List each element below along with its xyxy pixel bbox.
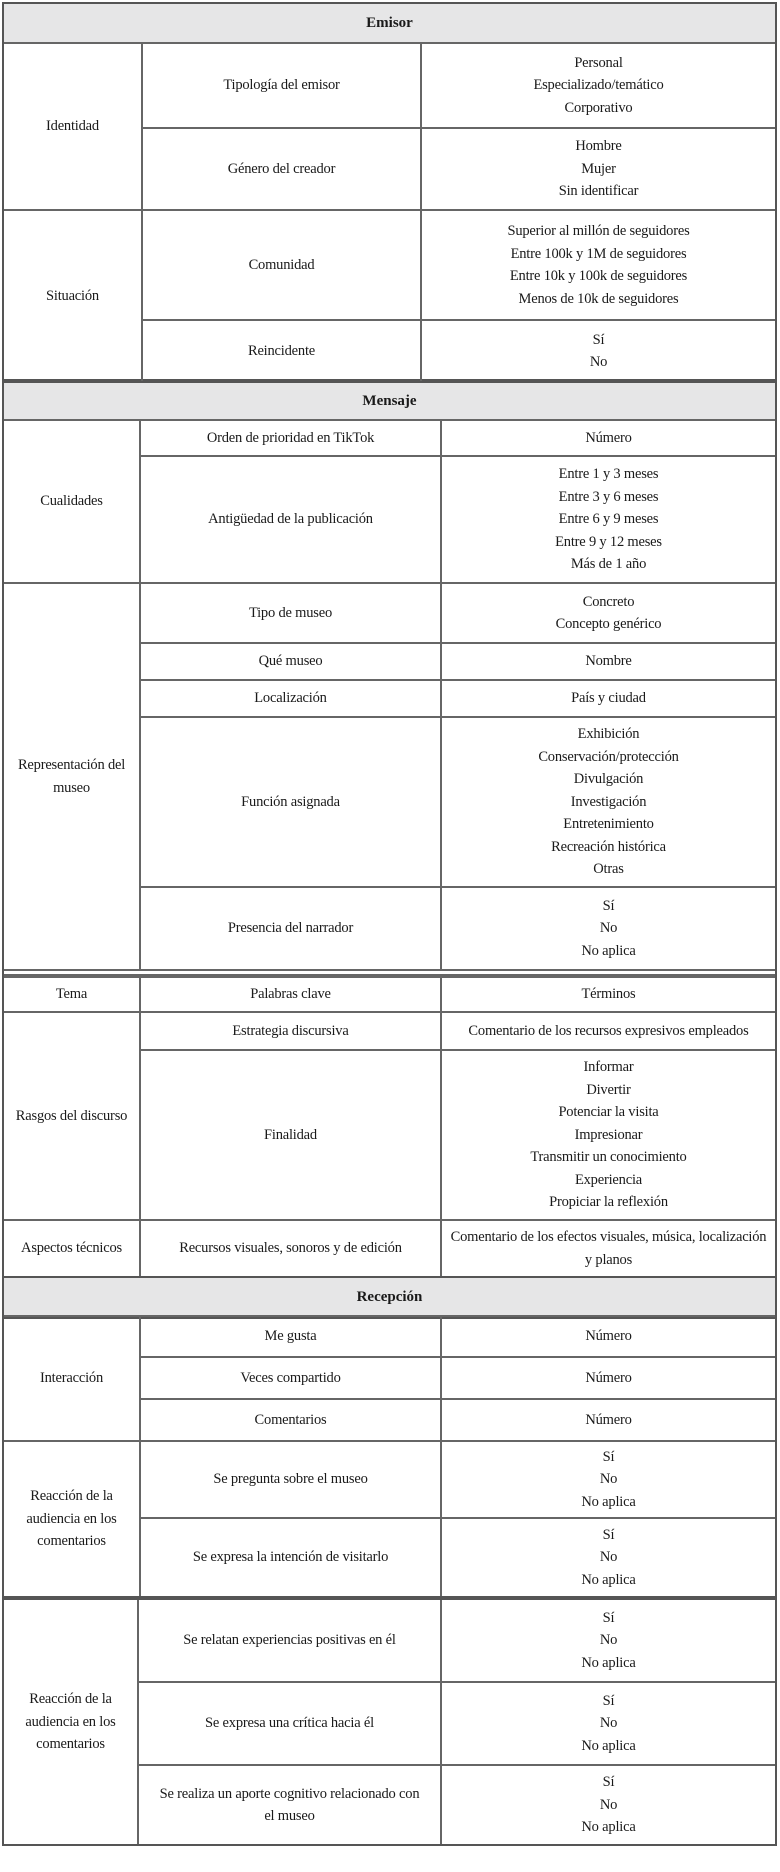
category-label: Reacción de la audiencia en los comentarios: [25, 1691, 116, 1753]
category-cell: [4, 209, 143, 381]
values-cell: [442, 1219, 775, 1276]
value-item: Entre 9 y 12 meses: [555, 533, 662, 550]
values-list: [507, 220, 689, 310]
value-item: Divertir: [586, 1081, 631, 1098]
value-item: Comentario de los recursos expresivos empleados: [468, 1022, 749, 1039]
variable-label: Reincidente: [247, 342, 316, 359]
category-cell: [4, 42, 143, 209]
value-item: Concreto: [582, 593, 635, 610]
variable-label: Veces compartido: [240, 1369, 341, 1386]
values-cell: [422, 127, 775, 209]
value-item: Sí: [592, 331, 605, 348]
values-cell: [442, 1011, 775, 1049]
variable-label: Función asignada: [241, 793, 340, 810]
table-emisor: [2, 2, 777, 381]
value-item: No: [599, 1549, 618, 1566]
value-item: Conservación/protección: [538, 748, 679, 765]
values-cell: [422, 42, 775, 127]
value-item: Sí: [602, 1609, 615, 1626]
values-list: [530, 1056, 686, 1214]
value-item: Superior al millón de seguidores: [507, 223, 690, 239]
value-item: Términos: [581, 986, 636, 1003]
value-item: No: [599, 1471, 618, 1488]
variable-label: Palabras clave: [250, 986, 331, 1003]
values-cell: [442, 1356, 775, 1398]
variable-label: Recursos visuales, sonoros y de edición: [179, 1240, 402, 1257]
variable-label: Estrategia discursiva: [232, 1022, 349, 1039]
value-item: Entre 10k y 100k de seguidores: [509, 268, 688, 284]
value-item: No aplica: [581, 1493, 636, 1510]
variable-cell: [139, 1681, 442, 1764]
values-list: [582, 983, 636, 1006]
values-cell: [442, 1681, 775, 1764]
values-list: [581, 1607, 635, 1675]
variable-cell: [141, 1011, 442, 1049]
variable-label: Qué museo: [258, 653, 323, 670]
variable-cell: [141, 582, 442, 642]
variable-label: Se realiza un aporte cognitivo relacionado con el museo: [159, 1785, 420, 1824]
value-item: Propiciar la reflexión: [549, 1194, 668, 1211]
variable-cell: [139, 1600, 442, 1681]
values-cell: [442, 1764, 775, 1844]
value-item: Nombre: [585, 653, 632, 670]
section-header-recepcion: [4, 1276, 775, 1319]
value-item: Sí: [602, 1692, 615, 1709]
values-cell: [442, 455, 775, 582]
variable-label: Finalidad: [264, 1126, 317, 1143]
value-item: No aplica: [581, 1819, 636, 1836]
variable-label: Me gusta: [264, 1328, 317, 1345]
category-cell: [4, 1440, 141, 1596]
variable-cell: [141, 1517, 442, 1596]
section-title: Mensaje: [362, 392, 417, 409]
variable-cell: [141, 886, 442, 969]
values-cell: [442, 582, 775, 642]
value-item: Especializado/temático: [533, 77, 664, 94]
values-list: [571, 687, 646, 710]
value-item: No aplica: [581, 942, 636, 959]
value-item: No: [599, 1632, 618, 1649]
variable-label: Comunidad: [248, 256, 315, 273]
variable-cell: [141, 1049, 442, 1219]
variable-cell: [141, 716, 442, 886]
category-label: Cualidades: [40, 493, 103, 510]
section-header-emisor: [4, 4, 775, 44]
section-title: Emisor: [366, 14, 413, 31]
value-item: Entre 3 y 6 meses: [558, 488, 659, 505]
value-item: Impresionar: [574, 1126, 643, 1143]
variable-label: Género del creador: [227, 160, 336, 177]
variable-label: Antigüedad de la publicación: [208, 511, 373, 528]
values-list: [559, 135, 639, 203]
values-cell: [442, 419, 775, 455]
values-cell: [442, 976, 775, 1011]
category-cell: [4, 1011, 141, 1219]
variable-cell: [143, 209, 422, 319]
value-item: Sí: [602, 1774, 615, 1791]
value-item: Personal: [574, 54, 623, 71]
value-item: Experiencia: [574, 1171, 643, 1188]
value-item: Sin identificar: [558, 183, 639, 200]
value-item: Divulgación: [573, 771, 644, 788]
category-label: Reacción de la audiencia en los comentarios: [26, 1488, 117, 1550]
variable-cell: [141, 642, 442, 679]
variable-label: Localización: [254, 690, 327, 707]
category-label: Rasgos del discurso: [15, 1107, 128, 1124]
variable-cell: [141, 419, 442, 455]
value-item: Informar: [583, 1059, 634, 1076]
value-item: Número: [585, 1369, 632, 1386]
section-divider: [4, 969, 775, 976]
section-title: Recepción: [356, 1289, 423, 1305]
value-item: Número: [585, 1411, 632, 1428]
variable-label: Se expresa la intención de visitarlo: [192, 1549, 389, 1566]
value-item: Recreación histórica: [551, 838, 666, 855]
variable-label: Se relatan experiencias positivas en él: [183, 1632, 396, 1649]
values-cell: [442, 1440, 775, 1517]
value-item: No aplica: [581, 1654, 636, 1671]
variable-label: Se pregunta sobre el museo: [213, 1471, 368, 1488]
category-cell: [4, 582, 141, 969]
value-item: Corporativo: [564, 99, 633, 116]
values-list: [468, 1020, 748, 1043]
values-cell: [422, 319, 775, 381]
values-cell: [442, 1398, 775, 1440]
value-item: País y ciudad: [571, 690, 646, 707]
value-item: Menos de 10k de seguidores: [518, 290, 679, 307]
value-item: No: [589, 354, 608, 370]
value-item: Más de 1 año: [570, 556, 647, 573]
values-list: [581, 895, 635, 963]
value-item: Transmitir un conocimiento: [530, 1149, 687, 1166]
table-mensaje: [2, 381, 777, 1598]
variable-cell: [141, 679, 442, 716]
category-cell: [4, 1219, 141, 1276]
value-item: No: [599, 920, 618, 937]
table-continuacion: [2, 1598, 777, 1846]
variable-cell: [141, 1219, 442, 1276]
value-item: Potenciar la visita: [558, 1104, 659, 1121]
values-cell: [442, 1600, 775, 1681]
values-list: [585, 427, 631, 450]
values-list: [585, 1367, 631, 1390]
value-item: Comentario de los efectos visuales, música, localización y planos: [450, 1229, 767, 1268]
values-list: [533, 52, 663, 120]
variable-cell: [143, 42, 422, 127]
category-label: Representación del museo: [17, 757, 126, 796]
variable-cell: [139, 1764, 442, 1844]
values-cell: [442, 1049, 775, 1219]
values-list: [555, 463, 662, 576]
value-item: Entre 6 y 9 meses: [558, 511, 659, 528]
category-cell: [4, 419, 141, 582]
variable-cell: [141, 976, 442, 1011]
value-item: Exhibición: [577, 726, 640, 743]
variable-label: Orden de prioridad en TikTok: [206, 429, 375, 446]
variable-cell: [141, 1315, 442, 1356]
values-list: [581, 1771, 635, 1839]
value-item: Sí: [602, 897, 615, 914]
variable-label: Presencia del narrador: [227, 920, 354, 937]
value-item: Otras: [593, 861, 624, 878]
value-item: Sí: [602, 1526, 615, 1543]
value-item: Concepto genérico: [555, 616, 662, 632]
values-cell: [442, 1517, 775, 1596]
variable-label: Tipo de museo: [248, 604, 333, 621]
value-item: Entre 100k y 1M de seguidores: [510, 245, 687, 262]
values-list: [449, 1226, 768, 1271]
category-cell: [4, 1600, 139, 1844]
value-item: Número: [585, 429, 632, 446]
values-list: [556, 591, 662, 636]
values-cell: [442, 1315, 775, 1356]
value-item: Entre 1 y 3 meses: [558, 466, 659, 483]
value-item: No: [599, 1715, 618, 1732]
category-label: Identidad: [46, 118, 99, 135]
value-item: Número: [585, 1328, 632, 1345]
values-cell: [442, 716, 775, 886]
values-list: [581, 1690, 635, 1758]
value-item: No aplica: [581, 1737, 636, 1754]
category-label: Situación: [46, 287, 99, 304]
value-item: Hombre: [575, 138, 622, 155]
variable-label: Comentarios: [254, 1411, 327, 1428]
variable-label: Tipología del emisor: [223, 77, 340, 94]
values-cell: [442, 642, 775, 679]
variable-cell: [141, 455, 442, 582]
value-item: Mujer: [581, 160, 616, 177]
values-list: [585, 1325, 631, 1348]
values-list: [585, 1409, 631, 1432]
values-cell: [442, 886, 775, 969]
variable-cell: [141, 1398, 442, 1440]
values-list: [581, 1446, 635, 1514]
value-item: Sí: [602, 1448, 615, 1465]
section-header-mensaje: [4, 383, 775, 421]
variable-cell: [143, 319, 422, 381]
category-cell: [4, 1315, 141, 1440]
value-item: No: [599, 1796, 618, 1813]
values-cell: [422, 209, 775, 319]
value-item: No aplica: [581, 1571, 636, 1588]
category-label: Interacción: [39, 1370, 103, 1387]
values-cell: [442, 679, 775, 716]
category-cell: [4, 976, 141, 1011]
values-list: [585, 650, 631, 673]
variable-label: Se expresa una crítica hacia él: [205, 1715, 374, 1732]
variable-cell: [143, 127, 422, 209]
category-label: Aspectos técnicos: [21, 1240, 122, 1257]
values-list: [590, 329, 607, 374]
variable-cell: [141, 1440, 442, 1517]
category-label: Tema: [55, 986, 88, 1003]
value-item: Entretenimiento: [563, 816, 654, 833]
variable-cell: [141, 1356, 442, 1398]
values-list: [581, 1524, 635, 1592]
values-list: [538, 723, 678, 881]
value-item: Investigación: [570, 793, 647, 810]
